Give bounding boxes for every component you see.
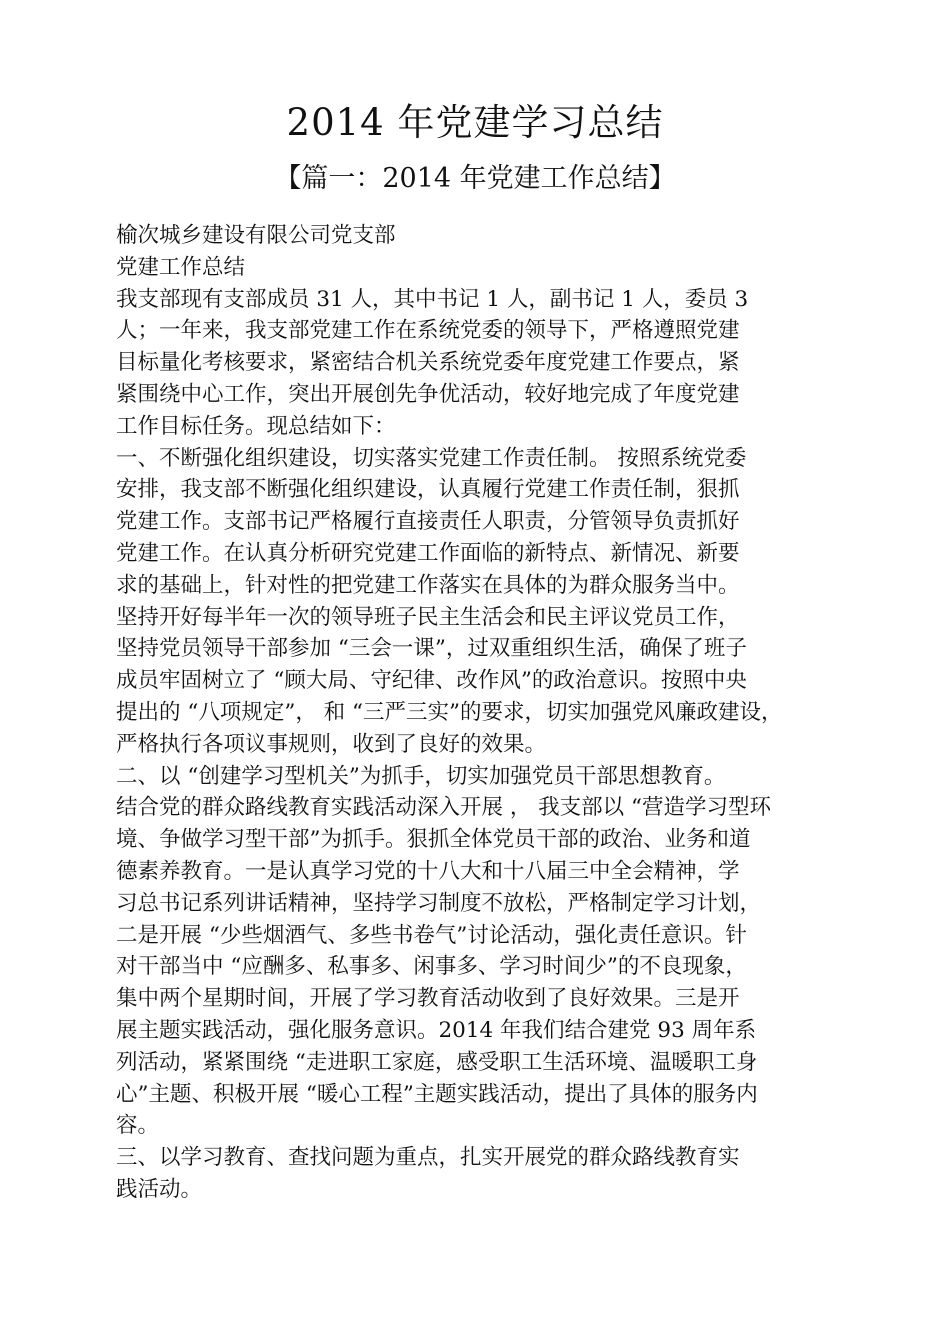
- text-line: 我支部现有支部成员 31 人，其中书记 1 人，副书记 1 人，委员 3: [116, 286, 749, 312]
- text-line: 二是开展 “少些烟酒气、多些书卷气”讨论活动，强化责任意识。针: [116, 922, 747, 948]
- text-line: 工作目标任务。现总结如下：: [116, 413, 396, 439]
- text-line: 列活动，紧紧围绕 “走进职工家庭，感受职工生活环境、温暖职工身: [116, 1049, 758, 1075]
- text-line: 党建工作。在认真分析研究党建工作面临的新特点、新情况、新要: [116, 540, 740, 566]
- text-line: 求的基础上，针对性的把党建工作落实在具体的为群众服务当中。: [116, 572, 740, 598]
- document-subtitle: 【篇一：2014 年党建工作总结】: [274, 163, 676, 194]
- document-title: 2014 年党建学习总结: [286, 101, 664, 144]
- text-line: 结合党的群众路线教育实践活动深入开展 ， 我支部以 “营造学习型环: [116, 795, 771, 821]
- text-line: 对干部当中 “应酬多、私事多、闲事多、学习时间少”的不良现象，: [116, 954, 747, 980]
- text-line: 党建工作总结: [116, 254, 246, 280]
- text-line: 提出的 “八项规定”， 和 “三严三实”的要求，切实加强党风廉政建设，: [116, 699, 783, 725]
- text-line: 严格执行各项议事规则，收到了良好的效果。: [116, 731, 547, 757]
- text-line: 坚持党员领导干部参加 “三会一课”，过双重组织生活，确保了班子: [116, 636, 747, 662]
- text-line: 二、以 “创建学习型机关”为抓手，切实加强党员干部思想教育。: [116, 763, 726, 789]
- text-line: 一、不断强化组织建设，切实落实党建工作责任制。 按照系统党委: [116, 445, 747, 471]
- text-line: 三、以学习教育、查找问题为重点，扎实开展党的群众路线教育实: [116, 1145, 740, 1171]
- text-line: 习总书记系列讲话精神，坚持学习制度不放松，严格制定学习计划，: [116, 890, 762, 916]
- document-body: [116, 220, 856, 1206]
- text-line: 党建工作。支部书记严格履行直接责任人职责，分管领导负责抓好: [116, 509, 740, 535]
- text-line: 德素养教育。一是认真学习党的十八大和十八届三中全会精神，学: [116, 858, 740, 884]
- text-line: 践活动。: [116, 1176, 203, 1202]
- text-line: 展主题实践活动，强化服务意识。2014 年我们结合建党 93 周年系: [116, 1017, 757, 1043]
- text-line: 容。: [116, 1113, 160, 1139]
- text-line: 安排，我支部不断强化组织建设，认真履行党建工作责任制，狠抓: [116, 477, 740, 503]
- text-line: 成员牢固树立了 “顾大局、守纪律、改作风”的政治意识。按照中央: [116, 668, 747, 694]
- text-line: 紧围绕中心工作，突出开展创先争优活动，较好地完成了年度党建: [116, 381, 740, 407]
- text-line: 人；一年来，我支部党建工作在系统党委的领导下，严格遵照党建: [116, 318, 740, 344]
- text-line: 心”主题、积极开展 “暖心工程”主题实践活动，提出了具体的服务内: [116, 1081, 758, 1107]
- text-line: 境、争做学习型干部”为抓手。狠抓全体党员干部的政治、业务和道: [116, 827, 751, 853]
- text-line: 集中两个星期时间，开展了学习教育活动收到了良好效果。三是开: [116, 986, 740, 1012]
- text-line: 目标量化考核要求，紧密结合机关系统党委年度党建工作要点，紧: [116, 350, 740, 376]
- text-line: 坚持开好每半年一次的领导班子民主生活会和民主评议党员工作，: [116, 604, 740, 630]
- text-line: 榆次城乡建设有限公司党支部: [116, 223, 396, 248]
